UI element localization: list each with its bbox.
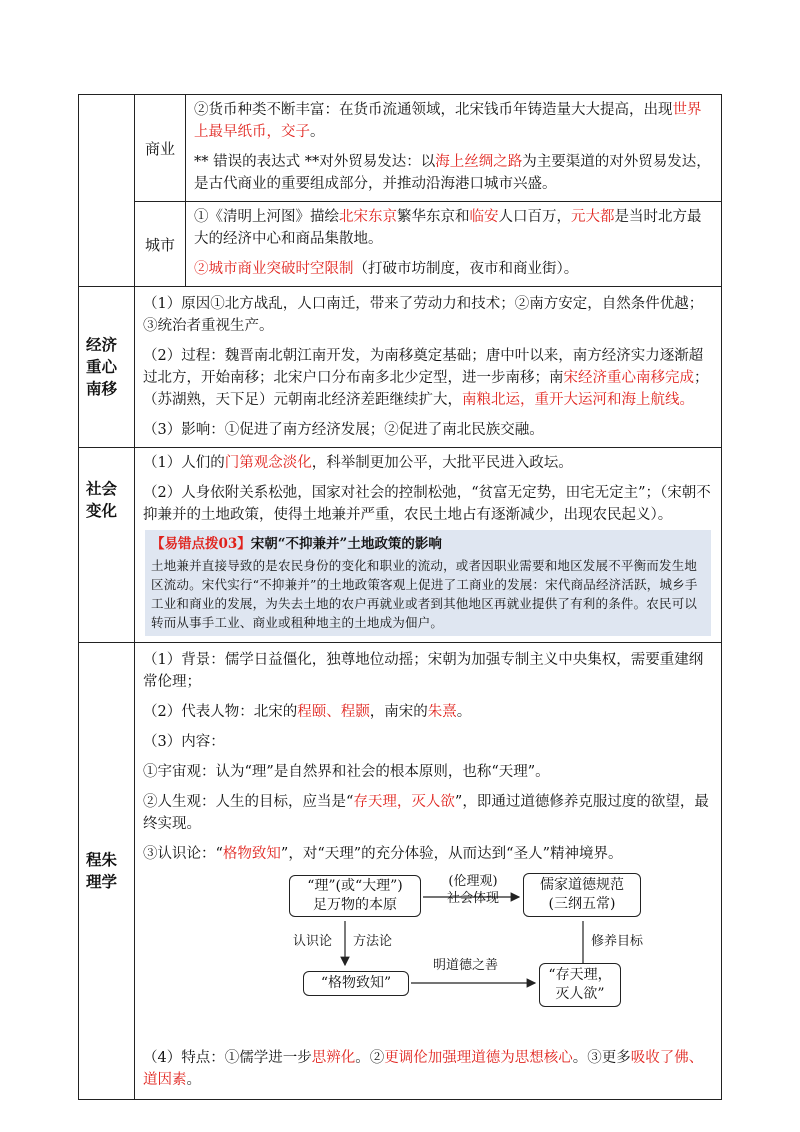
social-row xyxy=(79,448,722,643)
diagram-label-cultivation: 修养目标 xyxy=(591,934,644,949)
south-content xyxy=(135,287,722,448)
diagram-label-methodology: 方法论 xyxy=(353,934,393,949)
neo-life-paragraph: ②人生观：人生的目标，应当是“存天理，灭人欲”，即通过道德修养克服过度的欲望，最终实现。 xyxy=(143,794,709,832)
diagram-label-epistemology: 认识论 xyxy=(293,934,333,949)
commerce-row xyxy=(79,95,722,202)
neo-content xyxy=(135,643,722,1100)
social-family-paragraph: （1）人们的门第观念淡化，科举制更加公平，大批平民进入政坛。 xyxy=(143,455,573,471)
city-content xyxy=(186,202,722,287)
social-land-paragraph: （2）人身依附关系松弛，国家对社会的控制松弛，“贫富无定势，田宅无定主”；（宋朝不抑兼并的土地政策，使得土地兼并严重，农民土地占有逐渐减少，出现农民起义）。 xyxy=(143,485,711,523)
commerce-content xyxy=(186,95,722,202)
neo-label: 程朱理学 xyxy=(79,643,135,1100)
diagram-label-ethics: (伦理观) 社会体现 xyxy=(446,874,499,906)
social-label: 社会变化 xyxy=(79,448,135,643)
city-label: 城市 xyxy=(135,202,186,287)
city-commerce-paragraph: ②城市商业突破时空限制（打破市坊制度，夜市和商业街）。 xyxy=(194,261,579,277)
city-row xyxy=(79,202,722,287)
neo-cosmology-paragraph: ①宇宙观：认为“理”是自然界和社会的根本原则，也称“天理”。 xyxy=(143,764,550,780)
commerce-currency-paragraph: ②货币种类不断丰富：在货币流通领域，北宋钱币年铸造量大大提高，出现世界上最早纸币，交子。 xyxy=(194,102,702,140)
south-cause-paragraph: （1）原因①北方战乱，人口南迁，带来了劳动力和技术；②南方安定，自然条件优越；③统治者重视生产。 xyxy=(143,296,704,334)
commerce-trade-paragraph: ** 错误的表达式 **对外贸易发达：以海上丝绸之路为主要渠道的对外贸易发达，是古代商业的重要组成部分，并推动沿海港口城市兴盛。 xyxy=(194,154,711,192)
neo-epistemology-paragraph: ③认识论：“格物致知”，对“天理”的充分体验，从而达到“圣人”精神境界。 xyxy=(143,846,623,862)
diagram-box-cuntianli: “存天理， 灭人欲” xyxy=(539,963,621,1007)
neo-row xyxy=(79,643,722,1100)
south-row xyxy=(79,287,722,448)
city-painting-paragraph: ①《清明上河图》描绘北宋东京繁华东京和临安人口百万，元大都是当时北方最大的经济中心和商品集散地。 xyxy=(194,209,702,247)
neo-diagram xyxy=(283,871,713,1041)
error-tip-title: 【易错点拨03】宋朝“不抑兼并”土地政策的影响 xyxy=(151,536,442,552)
neo-figures-paragraph: （2）代表人物：北宋的程颐、程颢，南宋的朱熹。 xyxy=(143,704,472,720)
neo-features-paragraph: （4）特点：①儒学进一步思辨化。②更调伦加强理道德为思想核心。③更多吸收了佛、道因素。 xyxy=(143,1050,704,1088)
diagram-box-li: “理”(或“大理”) 足万物的本原 xyxy=(289,875,421,917)
south-impact-paragraph: （3）影响：①促进了南方经济发展；②促进了南北民族交融。 xyxy=(143,422,544,438)
diagram-box-confucian-norms: 儒家道德规范 (三纲五常) xyxy=(523,873,641,917)
diagram-label-moral-good: 明道德之善 xyxy=(433,958,499,973)
diagram-box-gewu: “格物致知” xyxy=(303,971,409,996)
history-summary-table xyxy=(78,94,722,1100)
error-tip-box xyxy=(145,530,711,636)
empty-category-cell xyxy=(79,95,135,287)
neo-content-heading: （3）内容： xyxy=(143,734,225,750)
social-content xyxy=(135,448,722,643)
south-process-paragraph: （2）过程：魏晋南北朝江南开发，为南移奠定基础；唐中叶以来，南方经济实力逐渐超过北方，开始南移；北宋户口分布南多北少定型，进一步南移；南宋经济重心南移完成；（苏湖熟，天下足）元朝南北经济差距继续扩大，南粮北运，重开大运河和海上航线。 xyxy=(143,348,709,408)
south-label: 经济重心南移 xyxy=(79,287,135,448)
neo-background-paragraph: （1）背景：儒学日益僵化，独尊地位动摇；宋朝为加强专制主义中央集权，需要重建纲常伦理； xyxy=(143,652,704,690)
error-tip-body: 土地兼并直接导致的是农民身份的变化和职业的流动，或者因职业需要和地区发展不平衡而发生地区流动。宋代实行“不抑兼并”的土地政策客观上促进了工商业的发展：宋代商品经济活跃，城乡手工业和商业的发展，为失去土地的农户再就业或者到其他地区再就业提供了有利的条件。农民可以转而从事手工业、商业或租种地主的土地成为佃户。 xyxy=(151,558,698,630)
commerce-label: 商业 xyxy=(135,95,186,202)
